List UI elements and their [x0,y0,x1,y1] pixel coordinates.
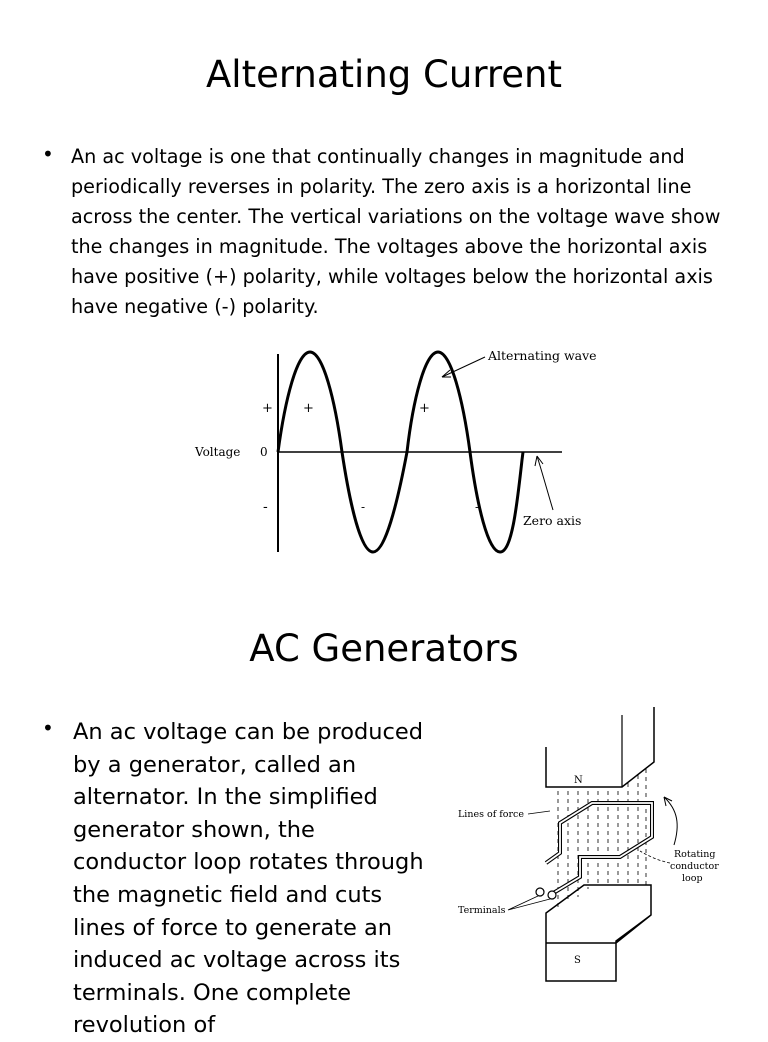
slide-title-ac-generators: AC Generators [249,627,519,670]
loop-label-line-3: loop [682,873,703,884]
plus-label-2: + [419,401,430,416]
lines-of-force-pointer [528,811,550,814]
terminals-label: Terminals [458,905,506,916]
loop-pointer [640,851,670,863]
bullet-dot-icon: • [42,716,54,740]
south-pole-block [546,885,651,981]
plus-axis-label: + [262,401,273,416]
alternating-wave-label: Alternating wave [488,348,597,363]
north-label: N [574,775,583,786]
zero-axis-label: Zero axis [523,513,582,528]
conductor-loop [546,803,652,895]
minus-label-1: - [361,500,366,514]
loop-label-line-1: Rotating [674,849,716,860]
terminal-2 [548,891,556,899]
zero-label: 0 [260,445,268,459]
lines-of-force [558,769,646,910]
bullet-dot-icon: • [42,142,54,166]
loop-label-line-2: conductor [670,861,719,872]
generator-figure [450,705,730,995]
lines-of-force-label: Lines of force [458,809,524,820]
alternating-wave-figure [185,340,625,560]
plus-label-1: + [303,401,314,416]
bullet-text: An ac voltage is one that continually changes in magnitude and periodically reverses in polarity. The zero axis is a horizontal line across the center. The vertical variations on the voltage wave show the changes in magnitude. The voltages above the horizontal axis have positive (+) polarity, while voltages below the horizontal axis have negative (-) polarity. [71,145,721,318]
voltage-label: Voltage [195,445,241,459]
south-label: S [574,955,581,966]
bullet-ac-generator [42,716,432,1039]
terminals-pointer [508,896,550,910]
slide-title-alternating-current: Alternating Current [206,53,562,96]
minus-label-2: - [475,500,480,514]
terminal-1 [536,888,544,896]
bullet-text: An ac voltage can be produced by a generator, called an alternator. In the simplified generator shown, the conductor loop rotates through the magnetic field and cuts lines of force to generate an induced ac voltage across its terminals. One complete revolution of [73,719,424,1039]
zero-axis-pointer [537,456,553,510]
minus-axis-label: - [263,499,268,515]
